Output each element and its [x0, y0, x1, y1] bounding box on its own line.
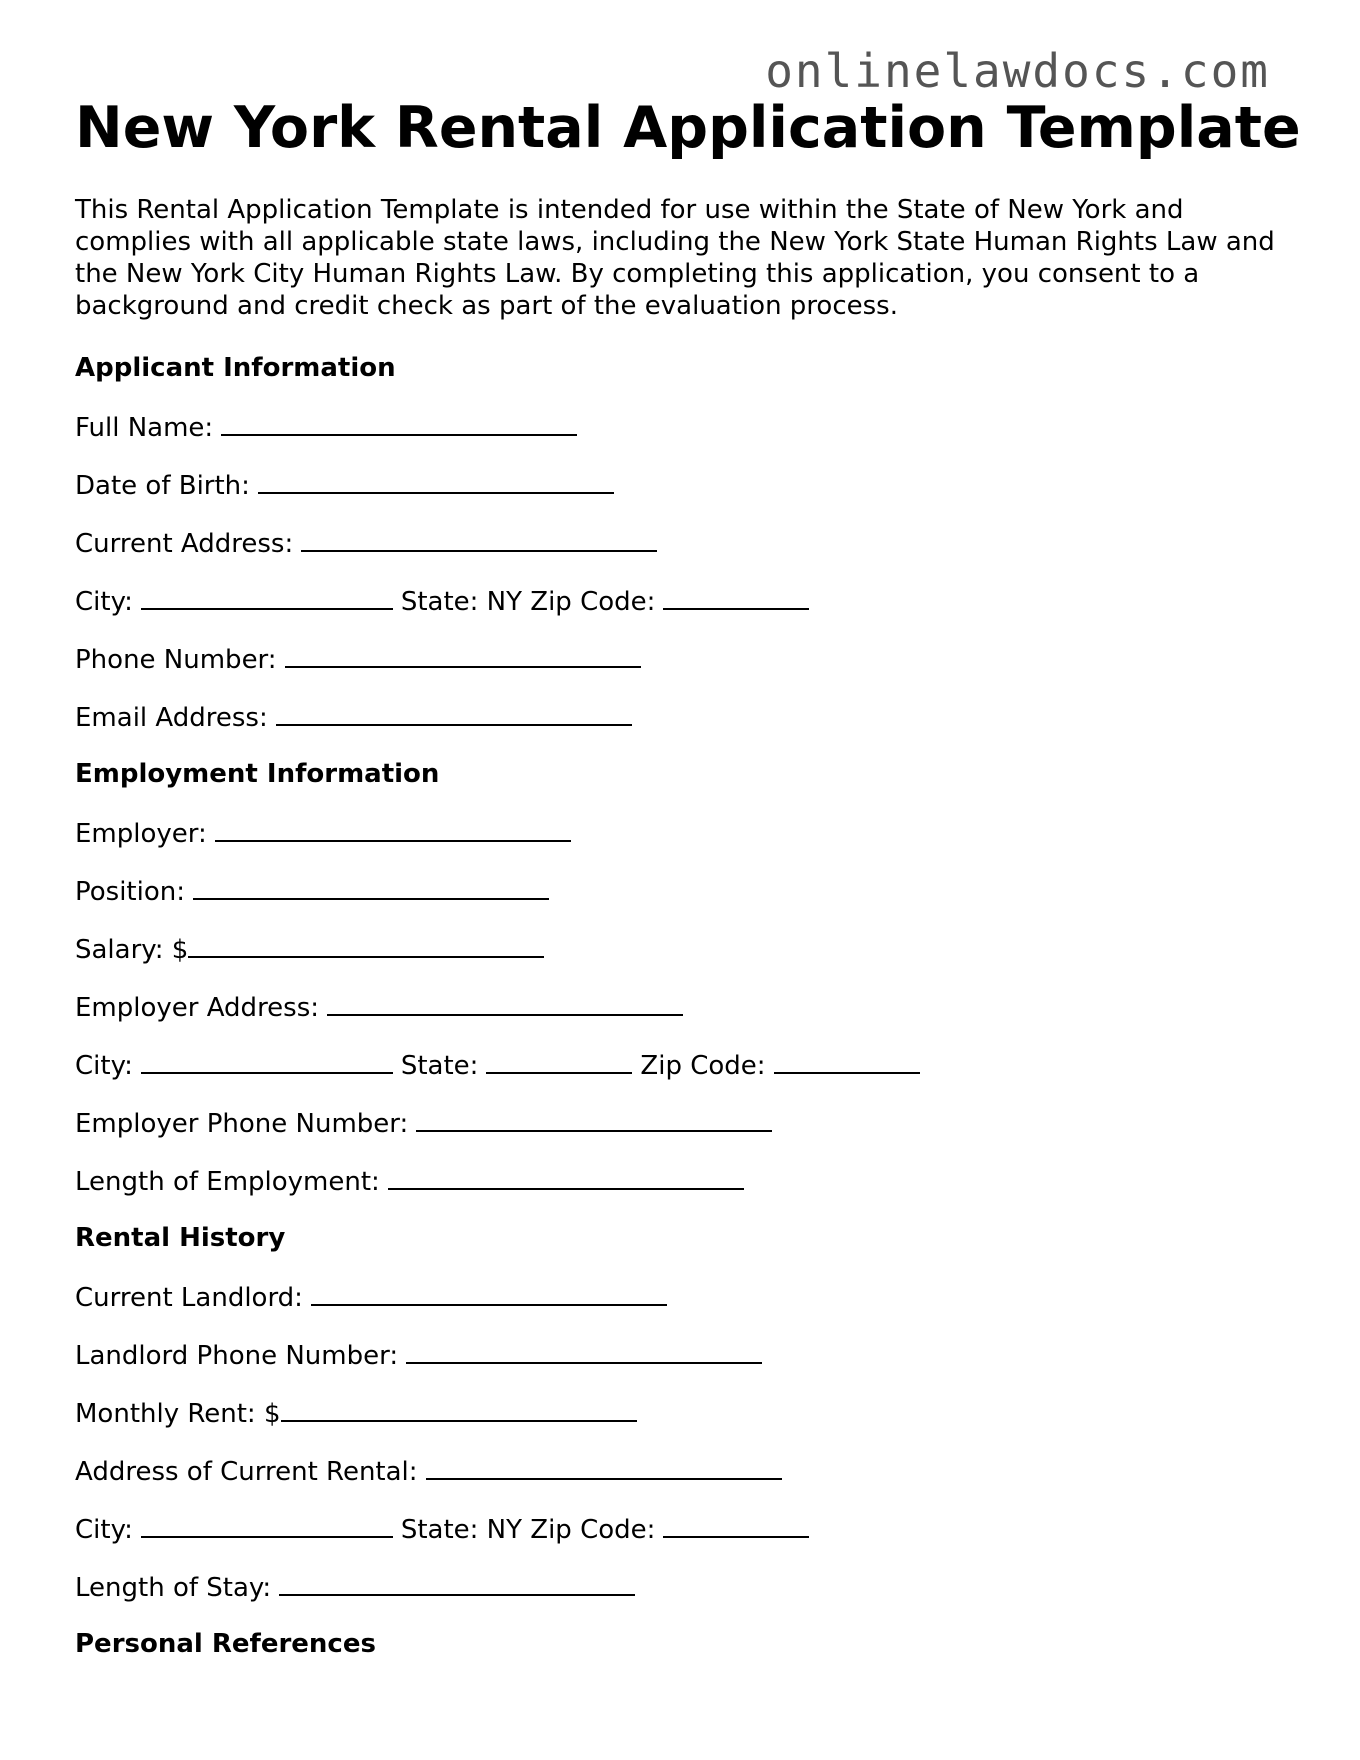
employer-label: Employer:	[75, 819, 207, 849]
rental-city-row	[75, 1512, 1285, 1570]
rental-zip-field[interactable]	[663, 1512, 809, 1538]
salary-row	[75, 932, 1285, 990]
form-sections	[75, 352, 1285, 1686]
employment-length-label: Length of Employment:	[75, 1167, 380, 1197]
length-of-stay-row	[75, 1570, 1285, 1628]
employer-field[interactable]	[215, 816, 571, 842]
applicant-city-row	[75, 584, 1285, 642]
employer-state-field[interactable]	[486, 1048, 632, 1074]
employer-state-label: State:	[400, 1051, 479, 1081]
full-name-row	[75, 410, 1285, 468]
rental-address-field[interactable]	[426, 1454, 782, 1480]
rental-section	[75, 1222, 1285, 1628]
references-section	[75, 1628, 1285, 1686]
watermark: onlinelawdocs.com	[765, 44, 1270, 98]
employer-phone-field[interactable]	[416, 1106, 772, 1132]
current-address-row	[75, 526, 1285, 584]
rental-state-zip-label: State: NY Zip Code:	[400, 1515, 656, 1545]
landlord-row	[75, 1280, 1285, 1338]
landlord-field[interactable]	[311, 1280, 667, 1306]
employer-city-field[interactable]	[141, 1048, 393, 1074]
employer-city-label: City:	[75, 1051, 133, 1081]
rental-address-row	[75, 1454, 1285, 1512]
current-address-field[interactable]	[301, 526, 657, 552]
employment-heading: Employment Information	[75, 759, 440, 789]
state-zip-label: State: NY Zip Code:	[400, 587, 656, 617]
email-label: Email Address:	[75, 703, 268, 733]
length-of-stay-field[interactable]	[279, 1570, 635, 1596]
employer-phone-label: Employer Phone Number:	[75, 1109, 409, 1139]
phone-label: Phone Number:	[75, 645, 277, 675]
dob-label: Date of Birth:	[75, 471, 250, 501]
references-heading: Personal References	[75, 1629, 376, 1659]
rental-heading: Rental History	[75, 1223, 286, 1253]
length-of-stay-label: Length of Stay:	[75, 1573, 272, 1603]
employer-address-field[interactable]	[327, 990, 683, 1016]
applicant-section	[75, 352, 1285, 758]
page-title: New York Rental Application Template	[75, 95, 1301, 161]
phone-field[interactable]	[285, 642, 641, 668]
current-address-label: Current Address:	[75, 529, 294, 559]
monthly-rent-row	[75, 1396, 1285, 1454]
position-field[interactable]	[193, 874, 549, 900]
phone-row	[75, 642, 1285, 700]
full-name-field[interactable]	[221, 410, 577, 436]
rental-address-label: Address of Current Rental:	[75, 1457, 418, 1487]
employment-section	[75, 758, 1285, 1222]
rental-city-field[interactable]	[141, 1512, 393, 1538]
employer-zip-label: Zip Code:	[640, 1051, 766, 1081]
landlord-phone-row	[75, 1338, 1285, 1396]
city-field[interactable]	[141, 584, 393, 610]
employer-city-row	[75, 1048, 1285, 1106]
full-name-label: Full Name:	[75, 413, 214, 443]
intro-paragraph: This Rental Application Template is intended for use within the State of New York and complies with all applicable state laws, including the New York State Human Rights Law and the New York City Human Rights Law. By completing this application, you consent to a background and credit check as part of the evaluation process.	[75, 195, 1275, 321]
salary-field[interactable]	[188, 932, 544, 958]
city-label: City:	[75, 587, 133, 617]
employer-zip-field[interactable]	[774, 1048, 920, 1074]
email-row	[75, 700, 1285, 758]
document-page	[75, 92, 1301, 1686]
zip-field[interactable]	[663, 584, 809, 610]
landlord-label: Current Landlord:	[75, 1283, 303, 1313]
rental-city-label: City:	[75, 1515, 133, 1545]
position-label: Position:	[75, 877, 185, 907]
monthly-rent-label: Monthly Rent: $	[75, 1399, 281, 1429]
employer-row	[75, 816, 1285, 874]
monthly-rent-field[interactable]	[281, 1396, 637, 1422]
landlord-phone-field[interactable]	[406, 1338, 762, 1364]
employer-phone-row	[75, 1106, 1285, 1164]
salary-label: Salary: $	[75, 935, 189, 965]
applicant-heading: Applicant Information	[75, 353, 396, 383]
employer-address-row	[75, 990, 1285, 1048]
dob-field[interactable]	[258, 468, 614, 494]
employment-length-field[interactable]	[388, 1164, 744, 1190]
landlord-phone-label: Landlord Phone Number:	[75, 1341, 399, 1371]
employment-length-row	[75, 1164, 1285, 1222]
dob-row	[75, 468, 1285, 526]
position-row	[75, 874, 1285, 932]
email-field[interactable]	[276, 700, 632, 726]
employer-address-label: Employer Address:	[75, 993, 320, 1023]
